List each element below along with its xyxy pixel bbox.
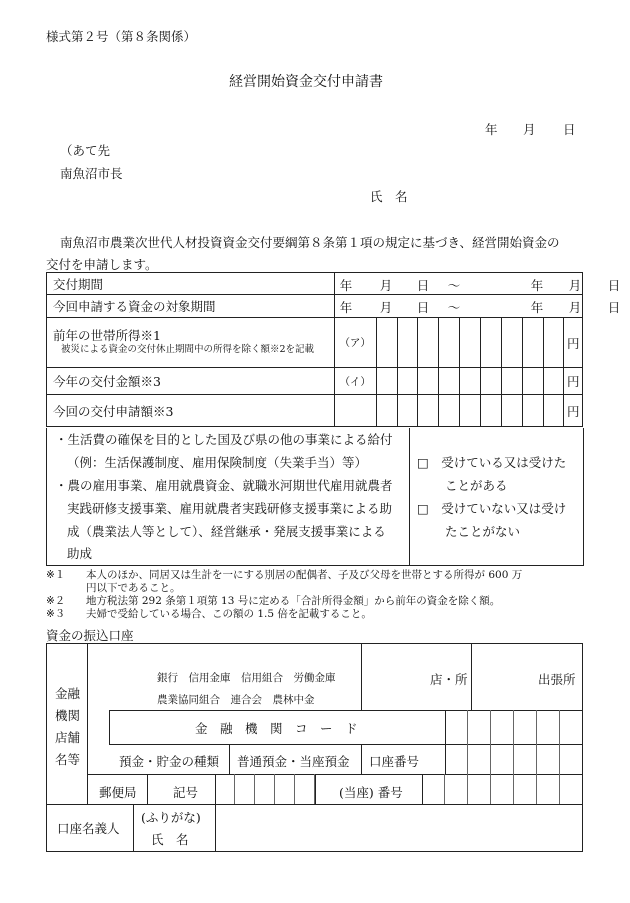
symbol-label: 記号 [173, 785, 199, 800]
holder-label: 口座名義人 [57, 821, 120, 836]
digit-box[interactable] [418, 368, 439, 395]
applicant-name-label: 氏 名 [370, 189, 408, 204]
support-line-6: 助成 [67, 546, 93, 561]
yen-unit: 円 [564, 368, 583, 395]
bank-types-2: 農業協同組合 連合会 農林中金 [157, 694, 315, 706]
code-box[interactable] [445, 710, 582, 744]
digit-box[interactable] [376, 368, 397, 395]
institution-label-1: 金融 [55, 686, 81, 701]
digit-box[interactable] [439, 368, 460, 395]
sub-branch-label: 出張所 [538, 672, 576, 687]
digit-box[interactable] [501, 395, 522, 427]
deposit-type-label: 預金・貯金の種類 [119, 754, 220, 769]
target-period-label: 今回申請する資金の対象期間 [47, 295, 335, 318]
yen-unit: 円 [564, 318, 583, 368]
period-value[interactable] [334, 273, 621, 295]
target-end-year: 年 [530, 300, 544, 315]
period-start-month: 月 [379, 278, 393, 293]
digit-box[interactable] [543, 318, 564, 368]
option-received-cont: ことがある [445, 478, 508, 493]
digit-box[interactable] [501, 368, 522, 395]
option-received[interactable]: □ 受けている又は受けた [417, 455, 567, 470]
digit-box[interactable] [501, 318, 522, 368]
account-no-box[interactable] [445, 744, 582, 774]
blank-cell [334, 395, 376, 427]
digit-box[interactable] [460, 395, 481, 427]
digit-box[interactable] [522, 318, 543, 368]
prev-income-cell [47, 318, 335, 368]
target-start-day: 日 [416, 300, 430, 315]
target-start-month: 月 [379, 300, 393, 315]
furigana-label: (ふりがな) [141, 810, 201, 825]
note-1-mark: ※１ [46, 569, 66, 581]
yen-unit: 円 [564, 395, 583, 427]
account-no-label: 口座番号 [369, 754, 420, 769]
period-end-day: 日 [607, 278, 621, 293]
addressee-label: （あて先 [60, 143, 111, 158]
deposit-type-value[interactable]: 普通預金・当座預金 [237, 754, 350, 769]
institution-label-3: 店舗 [55, 730, 81, 745]
digit-box[interactable] [439, 395, 460, 427]
digit-box[interactable] [480, 318, 501, 368]
digit-box[interactable] [543, 395, 564, 427]
digit-box[interactable] [460, 318, 481, 368]
institution-label-4: 名等 [55, 752, 81, 767]
this-time-label: 今回の交付申請額※3 [47, 395, 335, 427]
target-end-month: 月 [568, 300, 582, 315]
digit-box[interactable] [543, 368, 564, 395]
digit-box[interactable] [397, 368, 418, 395]
symbol-box[interactable] [215, 774, 315, 804]
digit-box[interactable] [376, 395, 397, 427]
support-line-2: （例：生活保護制度、雇用保険制度（失業手当）等） [67, 455, 368, 470]
digit-box[interactable] [418, 395, 439, 427]
prev-income-note: 被災による資金の交付休止期間中の所得を除く額※2を記載 [61, 343, 315, 355]
digit-box[interactable] [460, 368, 481, 395]
target-period-value[interactable] [334, 295, 621, 318]
prev-income-label: 前年の世帯所得※1 [53, 327, 161, 343]
option-not-received-cont: たことがない [445, 524, 521, 539]
intro-text-1: 南魚沼市農業次世代人材投資資金交付要綱第８条第１項の規定に基づき、経営開始資金の [60, 235, 560, 250]
form-number: 様式第２号（第８条関係） [46, 29, 197, 44]
period-start-day: 日 [416, 278, 430, 293]
bank-account-box [46, 643, 583, 852]
period-label: 交付期間 [47, 273, 335, 295]
support-line-4: 実践研修支援事業、雇用就農者実践研修支援事業による助 [67, 501, 393, 516]
period-end-year: 年 [530, 278, 544, 293]
target-end-day: 日 [607, 300, 621, 315]
digit-box[interactable] [480, 368, 501, 395]
date-month: 月 [523, 122, 536, 137]
note-1-text: 本人のほか、同居又は生計を一にする別居の配偶者、子及び父母を世帯とする所得が 600 万 [86, 569, 523, 581]
note-2-mark: ※２ [46, 595, 66, 607]
support-line-1: ・生活費の確保を目的とした国及び県の他の事業による給付 [55, 432, 393, 447]
digit-box[interactable] [480, 395, 501, 427]
note-1-text-cont: 円以下であること。 [86, 582, 181, 594]
period-start-year: 年 [339, 278, 353, 293]
current-no-label: (当座) 番号 [339, 785, 403, 800]
digit-box[interactable] [522, 368, 543, 395]
page-title: 経営開始資金交付申請書 [229, 74, 383, 90]
digit-box[interactable] [397, 395, 418, 427]
period-end-month: 月 [568, 278, 582, 293]
date-year: 年 [485, 122, 498, 137]
application-table [46, 272, 621, 427]
support-line-5: 成（農業法人等として）、経営継承・発展支援事業による [67, 524, 386, 539]
digit-box[interactable] [522, 395, 543, 427]
holder-name-label: 氏 名 [151, 832, 189, 847]
digit-box[interactable] [418, 318, 439, 368]
post-office-label: 郵便局 [99, 785, 137, 800]
this-year-label: 今年の交付金額※3 [47, 368, 335, 395]
current-no-box[interactable] [422, 774, 582, 804]
period-tilde: ～ [447, 278, 461, 293]
digit-box[interactable] [397, 318, 418, 368]
mark-i: （イ） [334, 368, 376, 395]
holder-name-field[interactable] [216, 805, 582, 851]
other-support-box [46, 428, 584, 566]
note-2-text: 地方税法第 292 条第１項第 13 号に定める「合計所得金額」から前年の資金を除く額。 [86, 595, 501, 607]
digit-box[interactable] [376, 318, 397, 368]
support-line-3: ・農の雇用事業、雇用就農資金、就職氷河期世代雇用就農者 [55, 478, 393, 493]
option-not-received[interactable]: □ 受けていない又は受け [417, 501, 567, 516]
branch-label: 店・所 [430, 672, 468, 687]
other-support-text [47, 428, 410, 565]
intro-text-2: 交付を申請します。 [46, 257, 158, 272]
addressee-name: 南魚沼市長 [60, 166, 123, 181]
bank-section-label: 資金の振込口座 [46, 628, 134, 643]
bank-types-1: 銀行 信用金庫 信用組合 労働金庫 [157, 672, 336, 684]
digit-box[interactable] [439, 318, 460, 368]
institution-label-cell [47, 644, 88, 804]
mark-a: （ア） [334, 318, 376, 368]
note-3-text: 夫婦で受給している場合、この額の 1.5 倍を記載すること。 [86, 608, 372, 620]
institution-label-2: 機関 [55, 708, 81, 723]
target-tilde: ～ [447, 300, 461, 315]
target-start-year: 年 [339, 300, 353, 315]
date-day: 日 [563, 122, 576, 137]
note-3-mark: ※３ [46, 608, 66, 620]
institution-code-label: 金 融 機 関 コ ー ド [195, 721, 358, 736]
